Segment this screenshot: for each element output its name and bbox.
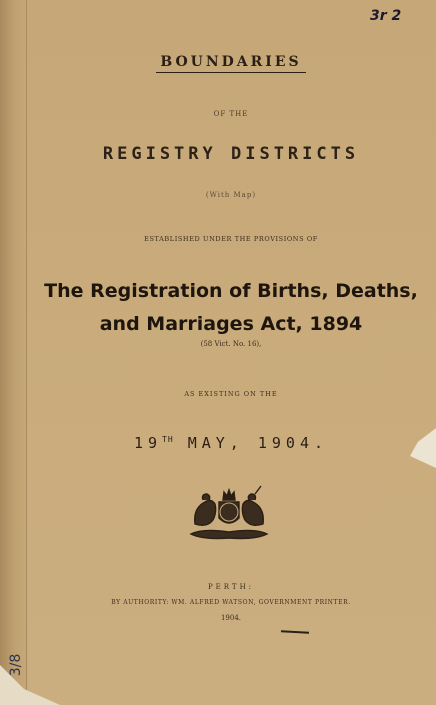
as-existing-text: AS EXISTING ON THE: [184, 390, 278, 398]
heading-boundaries: [26, 54, 436, 73]
registry-districts-title: REGISTRY DISTRICTS: [102, 144, 360, 164]
royal-coat-of-arms-icon: [183, 484, 275, 544]
printer-line: BY AUTHORITY: WM. ALFRED WATSON, GOVERNMENT PRINTER.: [111, 599, 351, 606]
with-map-text: (With Map): [205, 191, 257, 199]
heading-text: BOUNDARIES: [156, 54, 305, 73]
corner-handwritten-note: 3r 2: [370, 8, 402, 24]
place-of-printing: PERTH:: [207, 583, 255, 591]
pen-mark: [281, 630, 309, 633]
statute-reference: (58 Vict. No. 16),: [200, 340, 262, 348]
act-title-line2: and Marriages Act, 1894: [99, 313, 363, 335]
of-the-text: OF THE: [213, 110, 249, 118]
spine-binding: [0, 0, 27, 705]
date-line: [26, 434, 436, 452]
act-title-line1: The Registration of Births, Deaths,: [44, 280, 418, 302]
date-day: 19: [133, 434, 163, 452]
established-text: ESTABLISHED UNDER THE PROVISIONS OF: [144, 235, 318, 243]
handwritten-shelfmark: 3/8: [8, 653, 24, 677]
date-rest: MAY, 1904.: [187, 434, 329, 452]
date-suffix: TH: [162, 435, 174, 444]
publication-year: 1904.: [220, 614, 242, 622]
